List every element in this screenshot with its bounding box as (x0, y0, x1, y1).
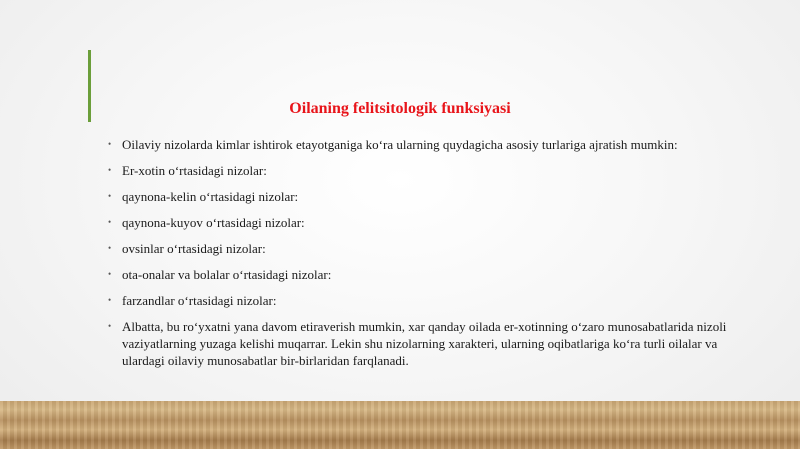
list-item (108, 214, 728, 231)
slide-title: Oilaning felitsitologik funksiyasi (289, 100, 511, 117)
list-item-text: Albatta, bu ro‘yxatni yana davom etiraverish mumkin, xar qanday oilada er-xotinning o‘zaro munosabatlarida nizoli vaziyatlarning yuzaga kelishi muqarrar. Lekin shu nizolarning xarakteri, ularning oqibatlariga ko‘ra turli oilalar va ulardagi oilaviy munosabatlar bir-birlaridan farqlanadi. (122, 319, 727, 368)
list-item-text: farzandlar o‘rtasidagi nizolar: (122, 293, 277, 308)
bullet-marker-icon: • (108, 165, 112, 175)
list-item (108, 318, 728, 369)
list-item-text: ota-onalar va bolalar o‘rtasidagi nizolar: (122, 267, 332, 282)
bullet-marker-icon: • (108, 321, 112, 331)
bullet-marker-icon: • (108, 191, 112, 201)
list-item-text: qaynona-kuyov o‘rtasidagi nizolar: (122, 215, 305, 230)
list-item (108, 188, 728, 205)
bullet-marker-icon: • (108, 269, 112, 279)
bullet-marker-icon: • (108, 243, 112, 253)
list-item-text: ovsinlar o‘rtasidagi nizolar: (122, 241, 266, 256)
list-item (108, 266, 728, 283)
bullet-marker-icon: • (108, 139, 112, 149)
bullet-marker-icon: • (108, 217, 112, 227)
list-item-text: qaynona-kelin o‘rtasidagi nizolar: (122, 189, 299, 204)
wood-texture-band (0, 401, 800, 449)
list-item (108, 240, 728, 257)
list-item (108, 136, 728, 153)
list-item-text: Er-xotin o‘rtasidagi nizolar: (122, 163, 267, 178)
bullet-list (108, 136, 728, 378)
list-item-text: Oilaviy nizolarda kimlar ishtirok etayotganiga ko‘ra ularning quydagicha asosiy turlariga ajratish mumkin: (122, 137, 678, 152)
list-item (108, 292, 728, 309)
list-item (108, 162, 728, 179)
bullet-marker-icon: • (108, 295, 112, 305)
